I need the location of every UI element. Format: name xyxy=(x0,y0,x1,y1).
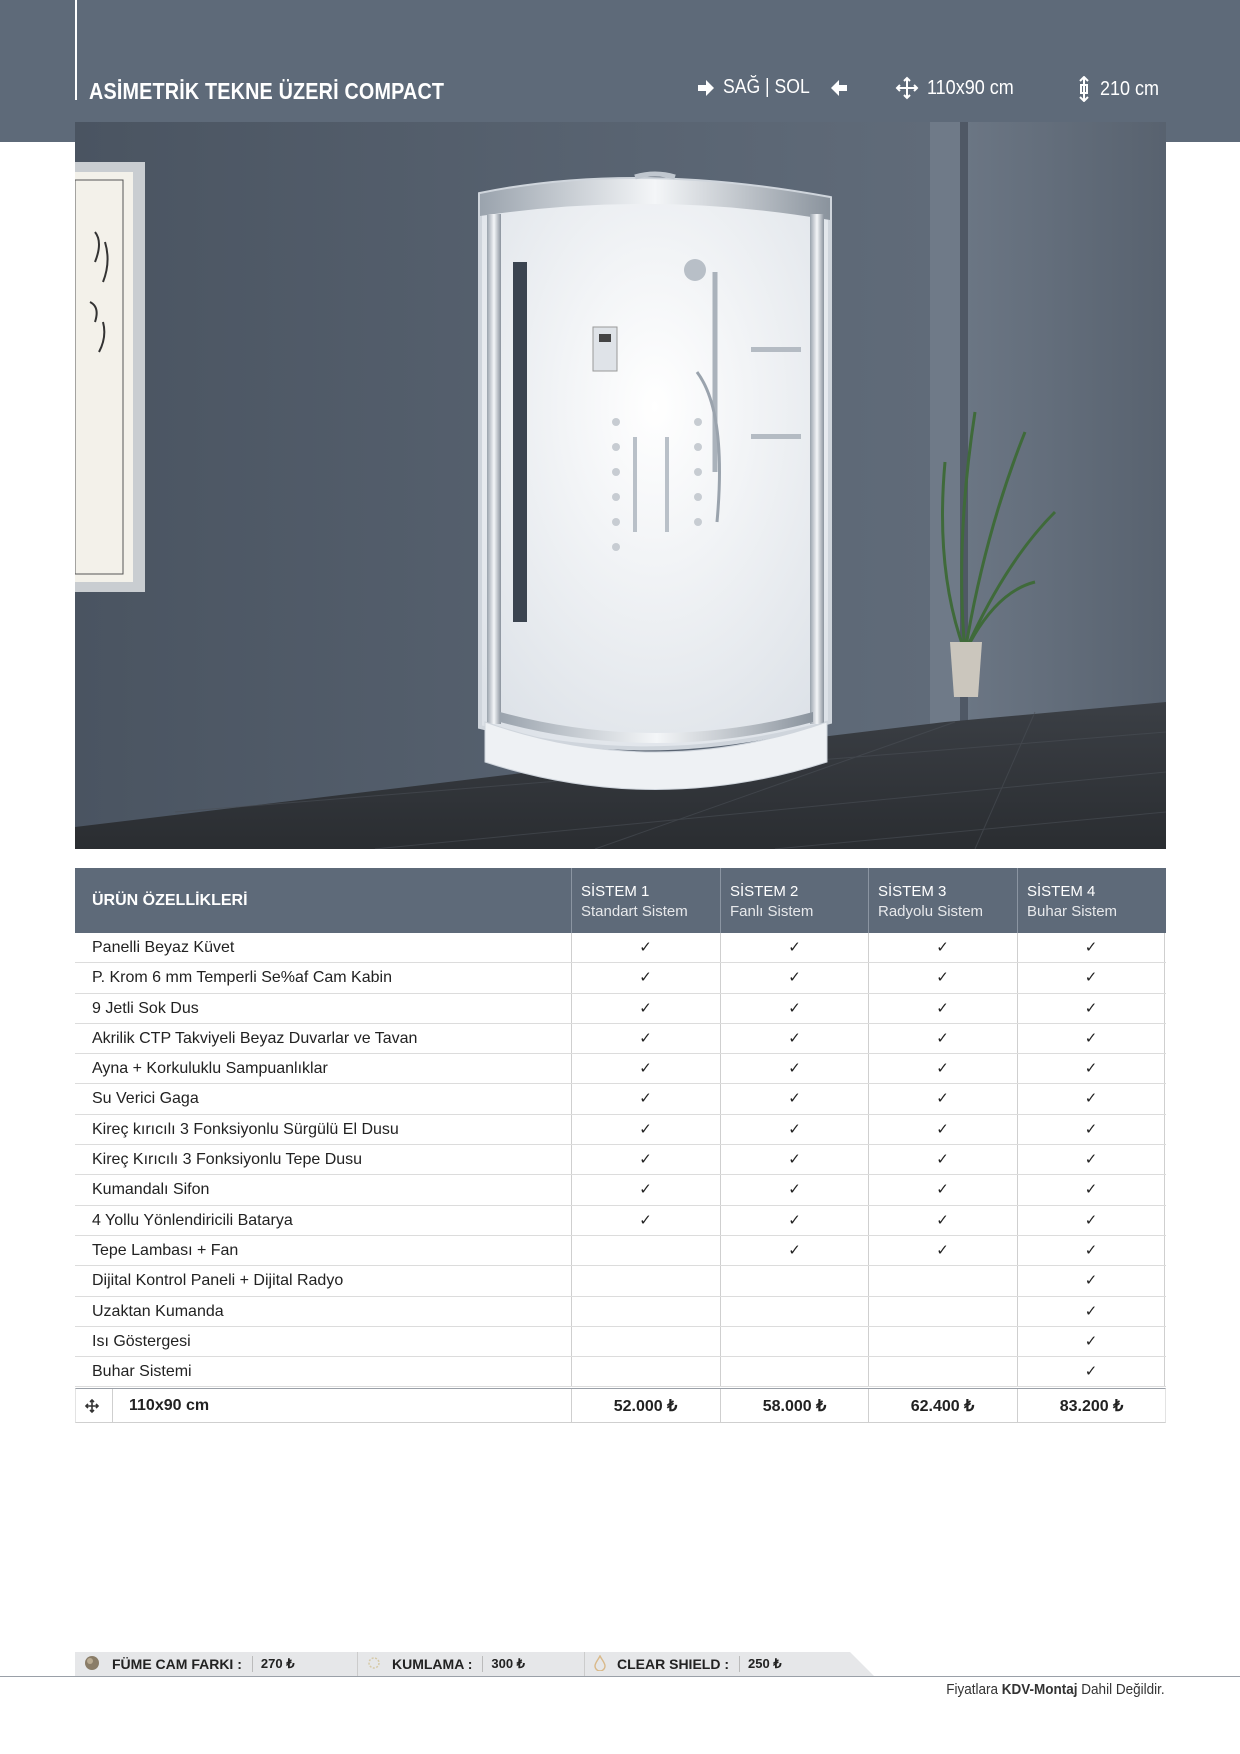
system-1-header xyxy=(581,882,688,922)
table-row xyxy=(75,1054,1166,1084)
feature-name: Tepe Lambası + Fan xyxy=(92,1241,239,1259)
option-price: 250 ₺ xyxy=(739,1656,782,1672)
feature-name: Buhar Sistemi xyxy=(92,1363,192,1381)
system-1-subtitle: Standart Sistem xyxy=(581,903,688,920)
system-2-cell: ✓ xyxy=(720,963,868,992)
system-4-cell: ✓ xyxy=(1017,1175,1165,1204)
feature-name: Isı Göstergesi xyxy=(92,1332,191,1350)
system-3-cell: ✓ xyxy=(868,1236,1016,1265)
table-row xyxy=(75,1357,1166,1387)
option-clear-shield xyxy=(584,1652,782,1676)
system-2-cell: ✓ xyxy=(720,1206,868,1235)
arrow-right-icon xyxy=(697,79,715,97)
table-row xyxy=(75,1145,1166,1175)
system-2-cell xyxy=(720,1266,868,1295)
feature-name: Dijital Kontrol Paneli + Dijital Radyo xyxy=(92,1272,344,1290)
system-4-cell: ✓ xyxy=(1017,1266,1165,1295)
header-divider xyxy=(1017,868,1018,933)
system-2-cell: ✓ xyxy=(720,1024,868,1053)
system-1-cell: ✓ xyxy=(571,963,719,992)
system-3-cell: ✓ xyxy=(868,1206,1016,1235)
system-3-cell: ✓ xyxy=(868,1054,1016,1083)
system-4-cell: ✓ xyxy=(1017,1054,1165,1083)
system-2-cell xyxy=(720,1357,868,1386)
system-3-price: 62.400 ₺ xyxy=(868,1389,1016,1422)
system-1-cell: ✓ xyxy=(571,1054,719,1083)
page-title: ASİMETRİK TEKNE ÜZERİ COMPACT xyxy=(89,78,445,104)
table-row xyxy=(75,1206,1166,1236)
header-accent-line xyxy=(75,0,77,100)
dimensions-spec xyxy=(895,76,1023,100)
feature-name: Su Verici Gaga xyxy=(92,1090,199,1108)
feature-name: Akrilik CTP Takviyeli Beyaz Duvarlar ve Tavan xyxy=(92,1029,418,1047)
feature-name: 9 Jetli Sok Dus xyxy=(92,999,199,1017)
header-divider xyxy=(720,868,721,933)
system-2-subtitle: Fanlı Sistem xyxy=(730,903,814,920)
system-3-cell: ✓ xyxy=(868,1115,1016,1144)
system-3-cell xyxy=(868,1357,1016,1386)
system-3-cell: ✓ xyxy=(868,1084,1016,1113)
system-4-header xyxy=(1027,882,1117,922)
system-4-title: SİSTEM 4 xyxy=(1027,883,1096,900)
system-3-cell: ✓ xyxy=(868,963,1016,992)
system-4-cell: ✓ xyxy=(1017,1206,1165,1235)
option-label: KUMLAMA : xyxy=(392,1656,473,1672)
system-4-cell: ✓ xyxy=(1017,1236,1165,1265)
orientation-spec xyxy=(697,76,848,99)
note-suffix: Dahil Değildir. xyxy=(1081,1681,1165,1698)
feature-name: Uzaktan Kumanda xyxy=(92,1302,224,1320)
feature-rows xyxy=(75,933,1166,1387)
product-photo xyxy=(75,122,1166,849)
system-4-subtitle: Buhar Sistem xyxy=(1027,903,1118,920)
feature-name: Kireç Kırıcılı 3 Fonksiyonlu Tepe Dusu xyxy=(92,1151,363,1169)
option-label: CLEAR SHIELD : xyxy=(617,1656,729,1672)
table-row xyxy=(75,933,1166,963)
system-3-title: SİSTEM 3 xyxy=(878,883,947,900)
system-4-price: 83.200 ₺ xyxy=(1017,1389,1165,1422)
option-label: FÜME CAM FARKI : xyxy=(112,1656,242,1672)
pricing-note xyxy=(947,1681,1165,1698)
system-1-cell: ✓ xyxy=(571,1115,719,1144)
note-prefix: Fiyatlara xyxy=(946,1681,999,1698)
feature-name: 4 Yollu Yönlendiricili Batarya xyxy=(92,1211,293,1229)
system-3-subtitle: Radyolu Sistem xyxy=(878,903,984,920)
system-3-cell: ✓ xyxy=(868,994,1016,1023)
system-2-cell: ✓ xyxy=(720,933,868,962)
header-divider xyxy=(868,868,869,933)
option-fume-glass xyxy=(84,1652,294,1676)
system-2-cell: ✓ xyxy=(720,1236,868,1265)
price-row xyxy=(75,1388,1166,1423)
system-1-cell xyxy=(571,1266,719,1295)
system-1-price: 52.000 ₺ xyxy=(571,1389,719,1422)
system-3-cell: ✓ xyxy=(868,933,1016,962)
system-4-cell: ✓ xyxy=(1017,1145,1165,1174)
system-4-cell: ✓ xyxy=(1017,1357,1165,1386)
arrow-left-icon xyxy=(830,79,848,97)
height-text: 210 cm xyxy=(1100,77,1160,100)
system-1-cell xyxy=(571,1327,719,1356)
option-price: 300 ₺ xyxy=(482,1656,525,1672)
price-divider xyxy=(112,1389,113,1422)
table-row xyxy=(75,1327,1166,1357)
table-row xyxy=(75,1236,1166,1266)
system-3-header xyxy=(878,882,983,922)
system-4-cell: ✓ xyxy=(1017,1327,1165,1356)
system-1-cell xyxy=(571,1297,719,1326)
system-1-cell: ✓ xyxy=(571,1206,719,1235)
system-2-cell: ✓ xyxy=(720,1175,868,1204)
system-2-cell: ✓ xyxy=(720,1115,868,1144)
header-band xyxy=(0,0,1240,142)
system-4-cell: ✓ xyxy=(1017,1084,1165,1113)
orientation-text: SAĞ | SOL xyxy=(723,76,810,98)
system-1-cell: ✓ xyxy=(571,1024,719,1053)
system-1-cell: ✓ xyxy=(571,1084,719,1113)
system-3-cell: ✓ xyxy=(868,1145,1016,1174)
system-2-cell: ✓ xyxy=(720,994,868,1023)
system-4-cell: ✓ xyxy=(1017,1024,1165,1053)
price-size-label: 110x90 cm xyxy=(129,1397,210,1414)
system-3-cell xyxy=(868,1297,1016,1326)
feature-column-header: ÜRÜN ÖZELLİKLERİ xyxy=(92,892,248,909)
table-row xyxy=(75,1297,1166,1327)
table-row xyxy=(75,1024,1166,1054)
move-arrows-icon xyxy=(84,1398,100,1414)
system-2-cell xyxy=(720,1297,868,1326)
system-1-cell: ✓ xyxy=(571,933,719,962)
footer-divider xyxy=(0,1676,1240,1677)
height-spec xyxy=(1076,76,1166,102)
table-row xyxy=(75,1175,1166,1205)
system-4-cell: ✓ xyxy=(1017,1115,1165,1144)
dimensions-text: 110x90 cm xyxy=(927,76,1014,99)
water-drop-icon xyxy=(593,1655,607,1674)
glass-swatch-icon xyxy=(84,1655,100,1674)
table-row xyxy=(75,1266,1166,1296)
feature-name: Panelli Beyaz Küvet xyxy=(92,939,235,956)
table-row xyxy=(75,1084,1166,1114)
option-price: 270 ₺ xyxy=(252,1656,295,1672)
feature-name: P. Krom 6 mm Temperli Se%af Cam Kabin xyxy=(92,969,392,987)
system-2-cell: ✓ xyxy=(720,1084,868,1113)
system-2-price: 58.000 ₺ xyxy=(720,1389,868,1422)
table-header xyxy=(75,868,1166,933)
table-row xyxy=(75,994,1166,1024)
system-2-cell: ✓ xyxy=(720,1145,868,1174)
system-2-cell xyxy=(720,1327,868,1356)
system-1-cell xyxy=(571,1236,719,1265)
table-row xyxy=(75,963,1166,993)
system-2-header xyxy=(730,882,813,922)
system-3-cell xyxy=(868,1266,1016,1295)
system-1-cell: ✓ xyxy=(571,1145,719,1174)
system-3-cell xyxy=(868,1327,1016,1356)
system-3-cell: ✓ xyxy=(868,1024,1016,1053)
system-1-cell: ✓ xyxy=(571,1175,719,1204)
system-1-cell xyxy=(571,1357,719,1386)
feature-name: Ayna + Korkuluklu Sampuanlıklar xyxy=(92,1060,328,1078)
table-row xyxy=(75,1115,1166,1145)
system-4-cell: ✓ xyxy=(1017,1297,1165,1326)
system-3-cell: ✓ xyxy=(868,1175,1016,1204)
option-sandblast xyxy=(357,1652,525,1676)
system-4-cell: ✓ xyxy=(1017,963,1165,992)
system-4-cell: ✓ xyxy=(1017,933,1165,962)
sandblast-icon xyxy=(366,1655,382,1674)
system-2-title: SİSTEM 2 xyxy=(730,883,799,900)
note-bold: KDV-Montaj xyxy=(1002,1681,1078,1698)
feature-name: Kireç kırıcılı 3 Fonksiyonlu Sürgülü El Dusu xyxy=(92,1120,399,1138)
feature-name: Kumandalı Sifon xyxy=(92,1181,210,1199)
system-1-title: SİSTEM 1 xyxy=(581,883,650,900)
system-4-cell: ✓ xyxy=(1017,994,1165,1023)
move-arrows-icon xyxy=(895,76,919,100)
header-divider xyxy=(571,868,572,933)
height-arrow-icon xyxy=(1076,76,1092,102)
system-1-cell: ✓ xyxy=(571,994,719,1023)
system-2-cell: ✓ xyxy=(720,1054,868,1083)
